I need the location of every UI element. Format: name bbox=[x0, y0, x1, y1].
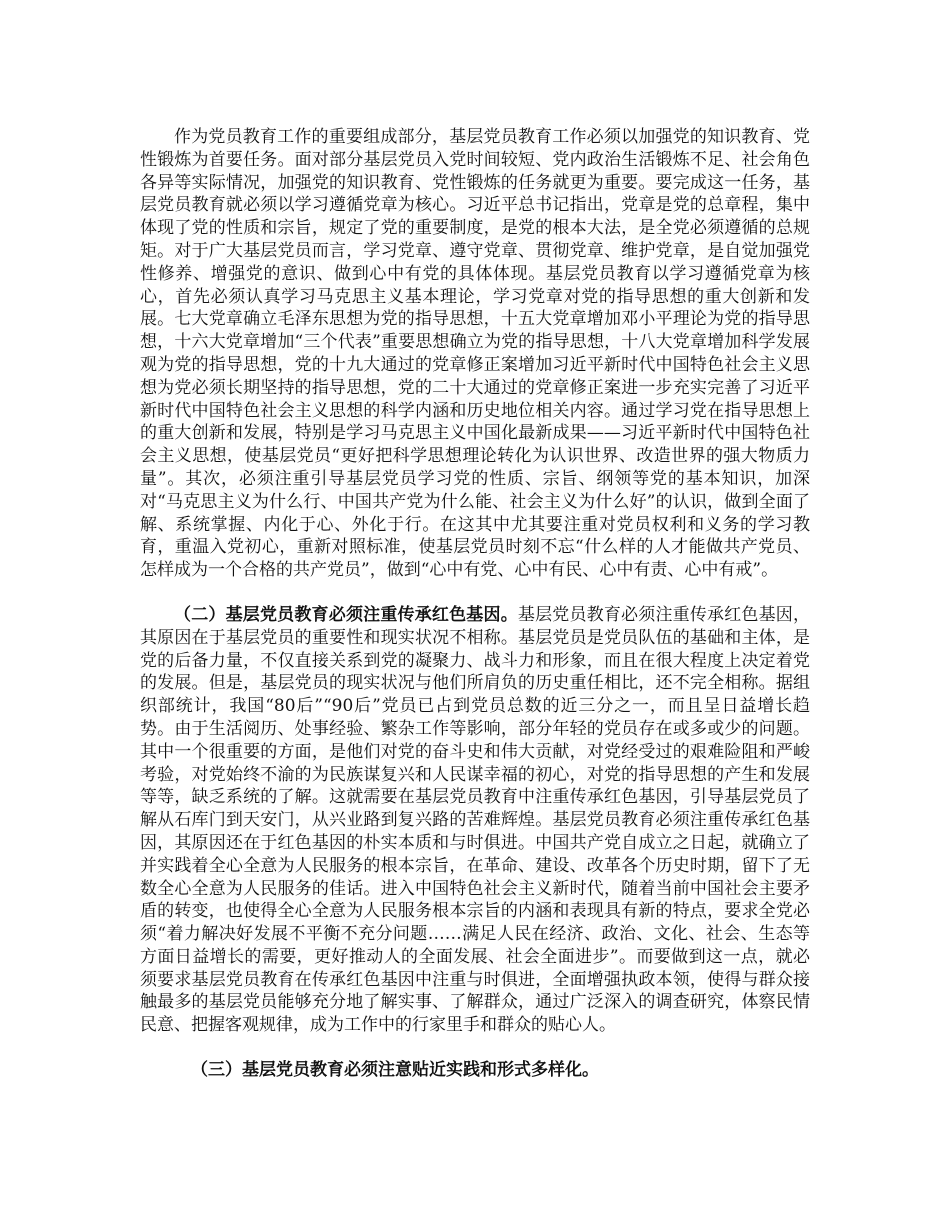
body-paragraph-party-constitution: 作为党员教育工作的重要组成部分，基层党员教育工作必须以加强党的知识教育、党性锻炼为首要任务。面对部分基层党员入党时间较短、党内政治生活锻炼不足、社会角色各异等实际情况，加强党的知识教育、党性锻炼的任务就更为重要。要完成这一任务，基层党员教育就必须以学习遵循党章为核心。习近平总书记指出，党章是党的总章程，集中体现了党的性质和宗旨，规定了党的重要制度，是党的根本大法，是全党必须遵循的总规矩。对于广大基层党员而言，学习党章、遵守党章、贯彻党章、维护党章，是自觉加强党性修养、增强党的意识、做到心中有党的具体体现。基层党员教育以学习遵循党章为核心，首先必须认真学习马克思主义基本理论，学习党章对党的指导思想的重大创新和发展。七大党章确立毛泽东思想为党的指导思想，十五大党章增加邓小平理论为党的指导思想，十六大党章增加“三个代表”重要思想确立为党的指导思想，十八大党章增加科学发展观为党的指导思想，党的十九大通过的党章修正案增加习近平新时代中国特色社会主义思想为党必须长期坚持的指导思想，党的二十大通过的党章修正案进一步充实完善了习近平新时代中国特色社会主义思想的科学内涵和历史地位相关内容。通过学习党在指导思想上的重大创新和发展，特别是学习马克思主义中国化最新成果——习近平新时代中国特色社会主义思想，使基层党员“更好把科学思想理论转化为认识世界、改造世界的强大物质力量”。其次，必须注重引导基层党员学习党的性质、宗旨、纲领等党的基本知识，加深对“马克思主义为什么行、中国共产党为什么能、社会主义为什么好”的认识，做到全面了解、系统掌握、内化于心、外化于行。在这其中尤其要注重对党员权利和义务的学习教育，重温入党初心，重新对照标准，使基层党员时刻不忘“什么样的人才能做共产党员、怎样成为一个合格的共产党员”，做到“心中有党、心中有民、心中有责、心中有戒”。 bbox=[140, 127, 810, 581]
section-body-red-gene: 基层党员教育必须注重传承红色基因，其原因在于基层党员的重要性和现实状况不相称。基层党员是党员队伍的基础和主体，是党的后备力量，不仅直接关系到党的凝聚力、战斗力和形象，而且在很大程度上决定着党的发展。但是，基层党员的现实状况与他们所肩负的历史重任相比，还不完全相称。据组织部统计，我国“80后”“90后”党员已占到党员总数的近三分之一，而且呈日益增长趋势。由于生活阅历、处事经验、繁杂工作等影响，部分年轻的党员存在或多或少的问题。其中一个很重要的方面，是他们对党的奋斗史和伟大贡献，对党经受过的艰难险阻和严峻考验，对党始终不渝的为民族谋复兴和人民谋幸福的初心，对党的指导思想的产生和发展等等，缺乏系统的了解。这就需要在基层党员教育中注重传承红色基因，引导基层党员了解从石库门到天安门，从兴业路到复兴路的苦难辉煌。基层党员教育必须注重传承红色基因，其原因还在于红色基因的朴实本质和与时俱进。中国共产党自成立之日起，就确立了并实践着全心全意为人民服务的根本宗旨，在革命、建设、改革各个历史时期，留下了无数全心全意为人民服务的佳话。进入中国特色社会主义新时代，随着当前中国社会主要矛盾的转变，也使得全心全意为人民服务根本宗旨的内涵和表现具有新的特点，要求全党必须“着力解决好发展不平衡不充分问题……满足人民在经济、政治、文化、社会、生态等方面日益增长的需要，更好推动人的全面发展、社会全面进步”。而要做到这一点，就必须要求基层党员教育在传承红色基因中注重与时俱进，全面增强执政本领，使得与群众接触最多的基层党员能够充分地了解实事、了解群众，通过广泛深入的调查研究，体察民情民意、把握客观规律，成为工作中的行家里手和群众的贴心人。 bbox=[140, 604, 811, 1036]
document-page bbox=[140, 126, 810, 1082]
section-red-gene bbox=[140, 604, 810, 1037]
section-heading-red-gene: （二）基层党员教育必须注重传承红色基因。 bbox=[174, 604, 518, 625]
section-heading-practice: （三）基层党员教育必须注意贴近实践和形式多样化。 bbox=[191, 1060, 599, 1081]
